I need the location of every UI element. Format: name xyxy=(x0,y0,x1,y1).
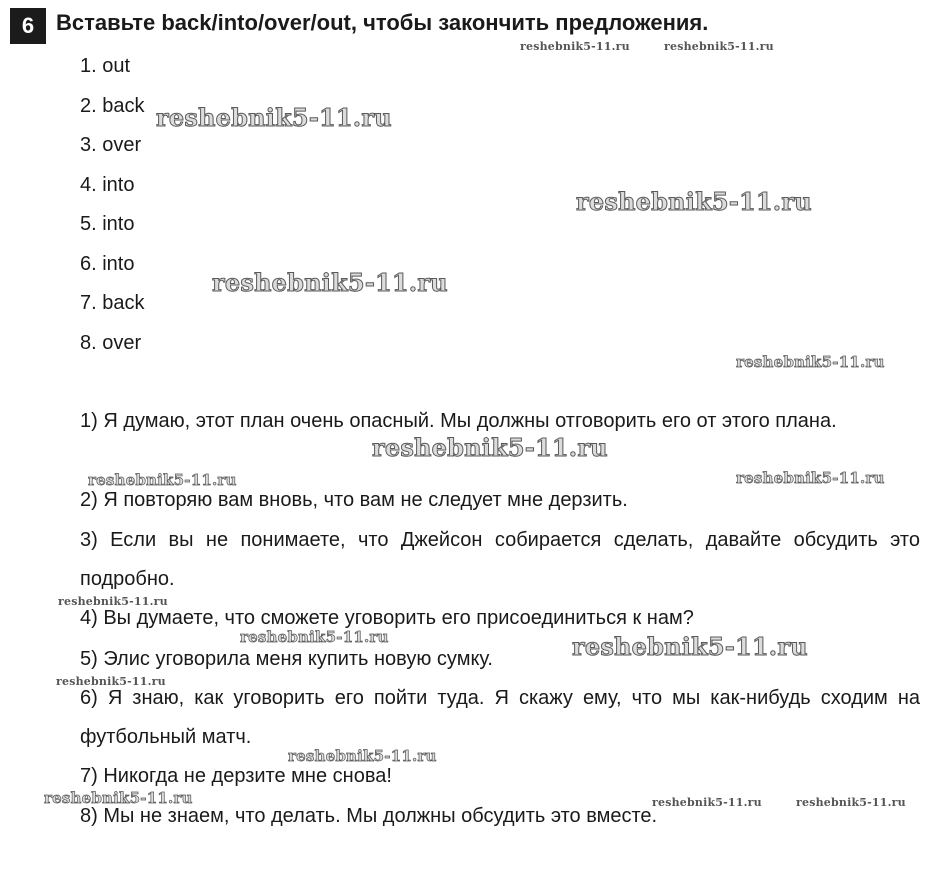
task-number-badge: 6 xyxy=(10,8,46,44)
sentence-item: 5) Элис уговорила меня купить новую сумку. xyxy=(80,648,493,670)
answer-item: 8. over xyxy=(80,332,142,354)
sentence-item: 8) Мы не знаем, что делать. Мы должны обсудить это вместе. xyxy=(80,805,658,827)
sentence-item: 3) Если вы не понимаете, что Джейсон собирается сделать, давайте обсудить это подробно. xyxy=(80,529,920,590)
sentence-item: 2) Я повторяю вам вновь, что вам не следует мне дерзить. xyxy=(80,489,628,511)
answer-item: 3. over xyxy=(80,134,142,156)
watermark: reshebnik5-11.ru xyxy=(58,595,168,608)
watermark: reshebnik5-11.ru xyxy=(736,469,885,487)
answer-item: 4. into xyxy=(80,174,135,196)
watermark: reshebnik5-11.ru xyxy=(288,747,437,765)
sentence-item: 6) Я знаю, как уговорить его пойти туда. Я скажу ему, что мы как-нибудь сходим на футбольный матч. xyxy=(80,687,920,748)
watermark: reshebnik5-11.ru xyxy=(520,40,630,53)
watermark: reshebnik5-11.ru xyxy=(56,675,166,688)
watermark: reshebnik5-11.ru xyxy=(576,187,812,216)
answer-item: 7. back xyxy=(80,292,145,314)
watermark: reshebnik5-11.ru xyxy=(240,628,389,646)
watermark: reshebnik5-11.ru xyxy=(372,433,608,462)
answer-item: 1. out xyxy=(80,55,131,77)
watermark: reshebnik5-11.ru xyxy=(572,632,808,661)
watermark: reshebnik5-11.ru xyxy=(88,471,237,489)
answer-item: 2. back xyxy=(80,95,145,117)
watermark: reshebnik5-11.ru xyxy=(156,103,392,132)
watermark: reshebnik5-11.ru xyxy=(664,40,774,53)
watermark: reshebnik5-11.ru xyxy=(652,796,762,809)
answer-item: 5. into xyxy=(80,213,135,235)
watermark: reshebnik5-11.ru xyxy=(44,789,193,807)
task-title: Вставьте back/into/over/out, чтобы закончить предложения. xyxy=(56,10,709,35)
sentence-item: 7) Никогда не дерзите мне снова! xyxy=(80,765,392,787)
watermark: reshebnik5-11.ru xyxy=(736,353,885,371)
sentence-item: 1) Я думаю, этот план очень опасный. Мы должны отговорить его от этого плана. xyxy=(80,410,837,432)
answer-item: 6. into xyxy=(80,253,135,275)
watermark: reshebnik5-11.ru xyxy=(212,268,448,297)
sentence-item: 4) Вы думаете, что сможете уговорить его присоединиться к нам? xyxy=(80,607,694,629)
watermark: reshebnik5-11.ru xyxy=(796,796,906,809)
